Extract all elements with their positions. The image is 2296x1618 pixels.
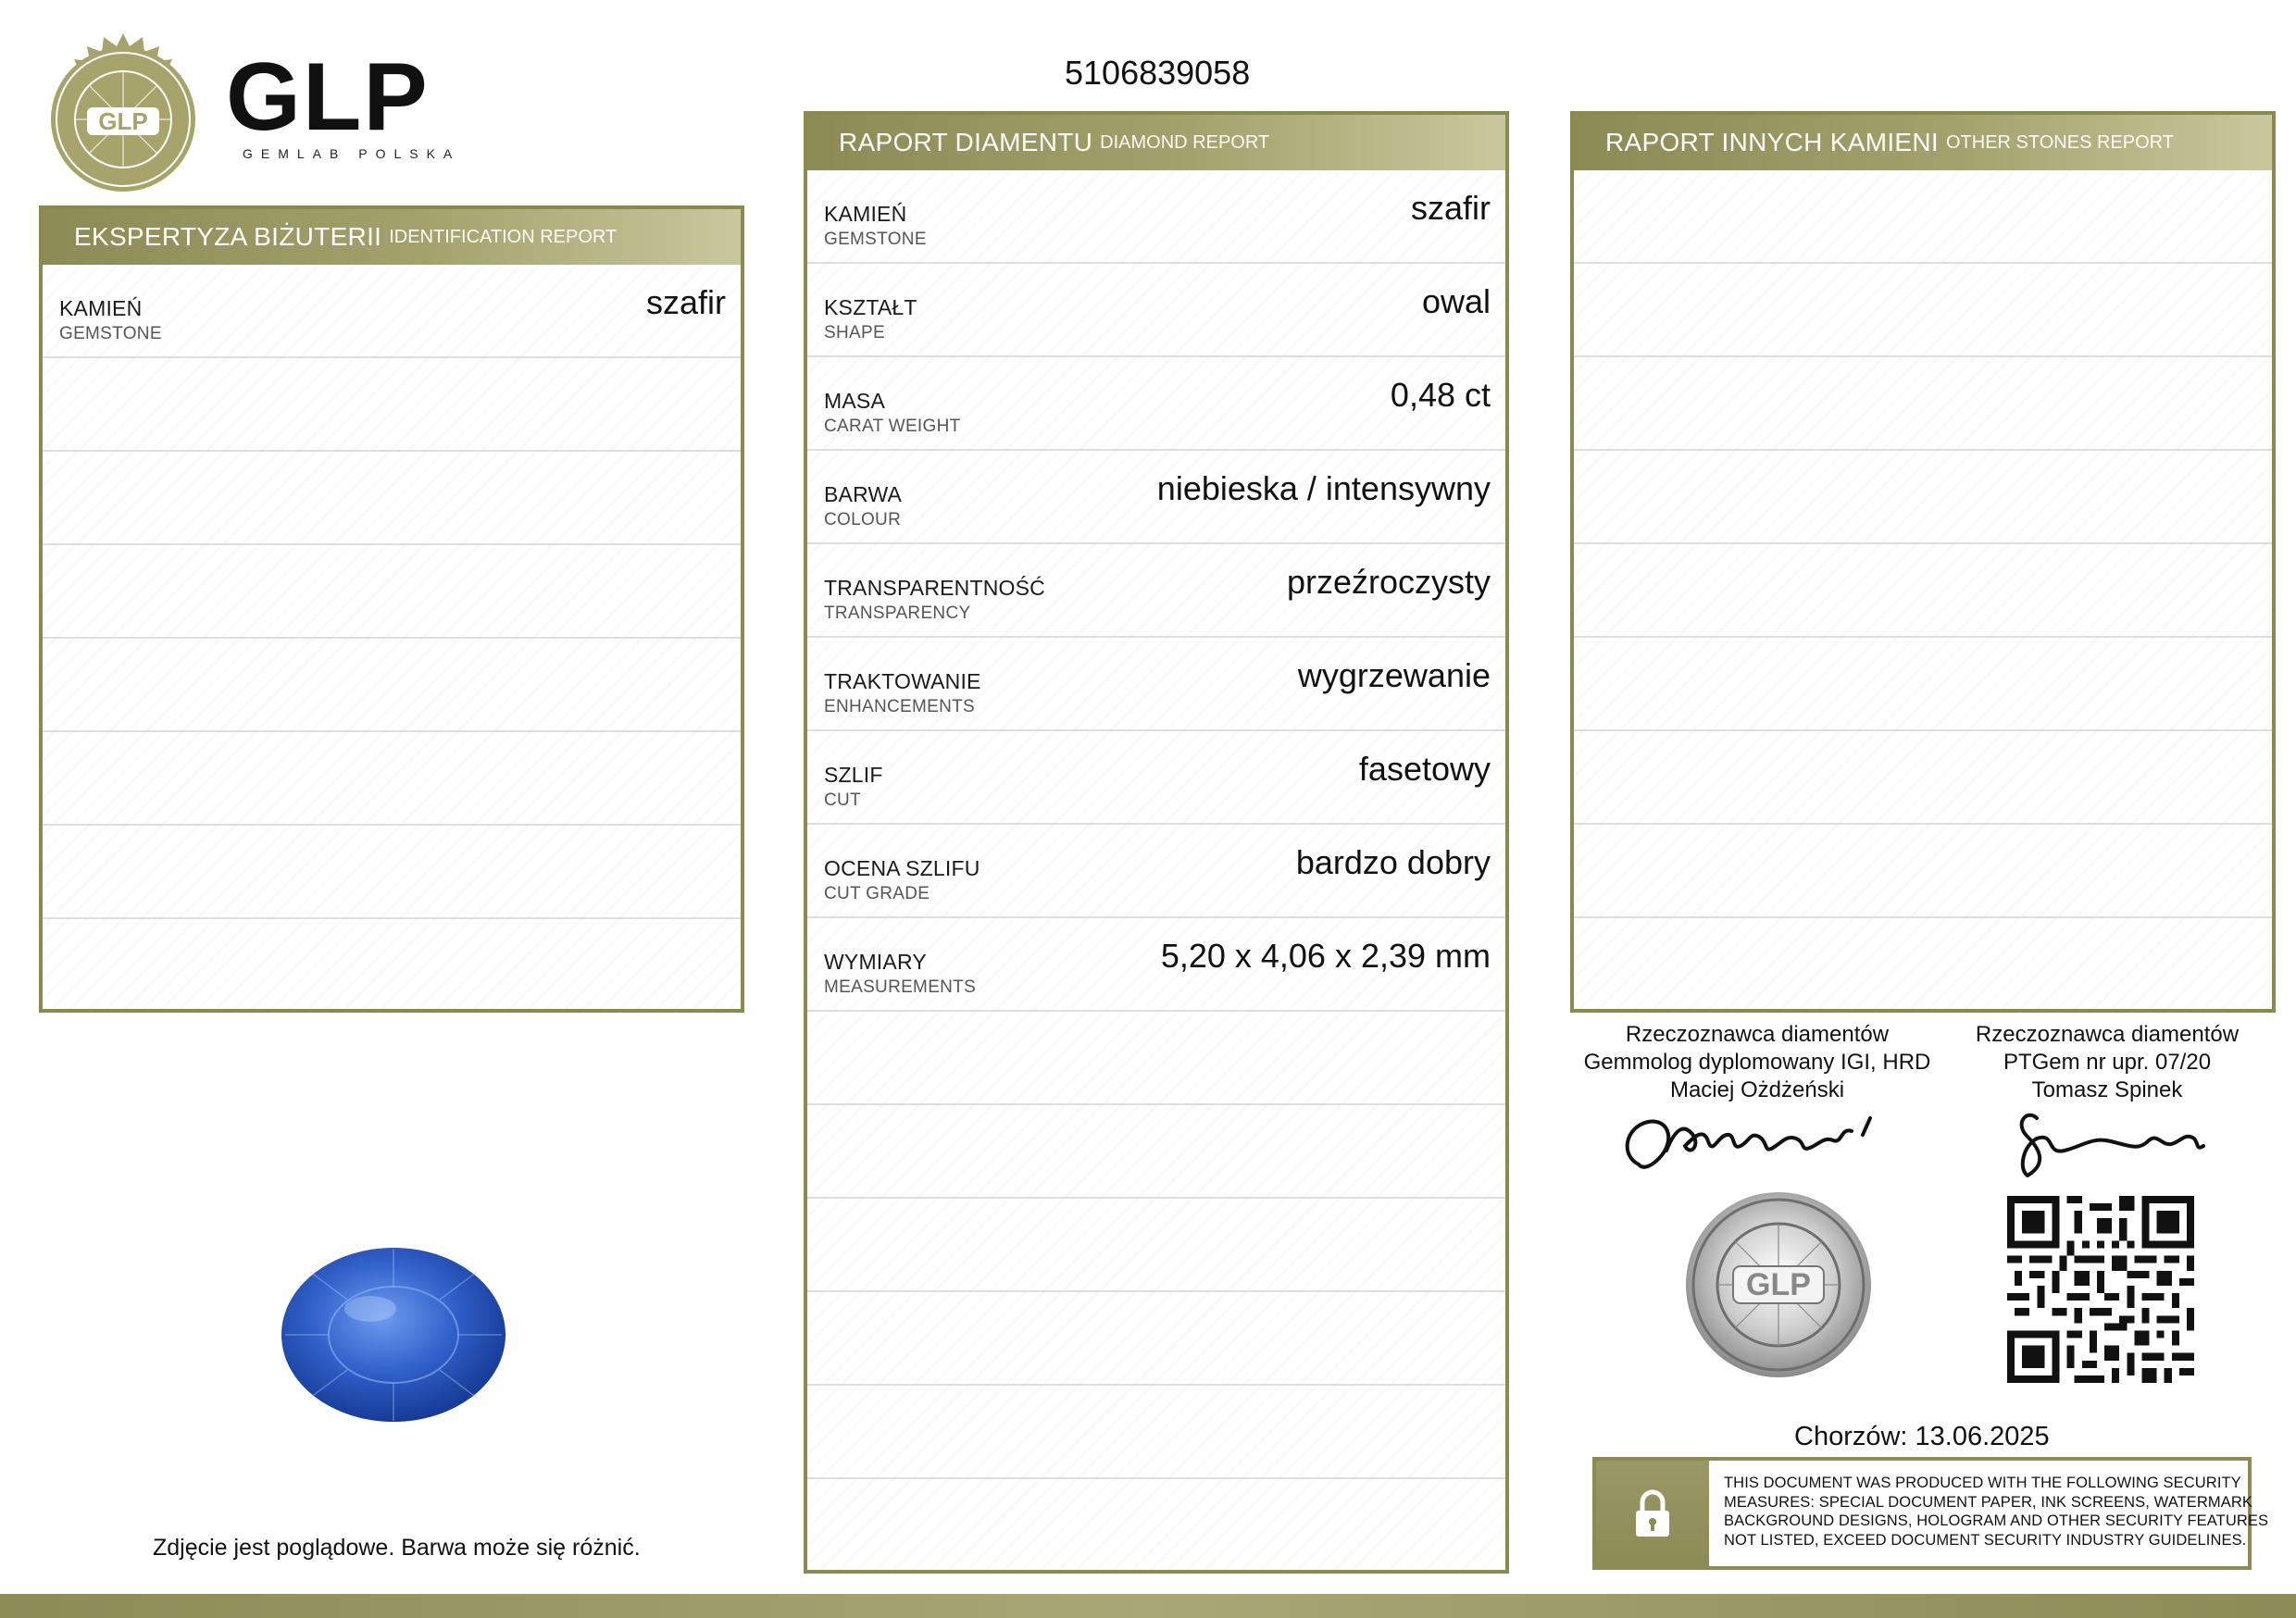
table-row xyxy=(43,545,741,639)
table-row xyxy=(43,452,741,545)
table-row xyxy=(1574,544,2272,638)
table-row xyxy=(807,544,1505,638)
expert-1-name: Maciej Ożdżeński xyxy=(1669,1077,1845,1102)
table-row xyxy=(807,638,1505,731)
diamond-header xyxy=(807,115,1505,170)
place-date: Chorzów: 13.06.2025 xyxy=(1794,1422,2050,1451)
other-stones-rows xyxy=(1574,170,2272,1009)
photo-note: Zdjęcie jest poglądowe. Barwa może się różnić. xyxy=(153,1535,641,1561)
row-sublabel: CUT GRADE xyxy=(824,884,930,903)
table-row xyxy=(1574,451,2272,544)
padlock-icon xyxy=(1633,1488,1672,1538)
row-value: owal xyxy=(1421,282,1491,320)
identification-title-en: IDENTIFICATION REPORT xyxy=(389,226,618,247)
expert-2-name: Tomasz Spinek xyxy=(2031,1077,2183,1102)
row-value: szafir xyxy=(1410,189,1491,227)
table-row xyxy=(1574,357,2272,451)
row-value: niebieska / intensywny xyxy=(1156,469,1491,507)
row-value: fasetowy xyxy=(1358,750,1491,788)
row-value: 0,48 ct xyxy=(1390,376,1491,414)
row-label: OCENA SZLIFU xyxy=(824,856,980,880)
table-row xyxy=(807,264,1505,357)
other-stones-report-panel xyxy=(1570,111,2276,1013)
expert-2-qualification: PTGem nr upr. 07/20 xyxy=(2003,1050,2212,1075)
row-sublabel: CARAT WEIGHT xyxy=(824,417,961,436)
row-sublabel: COLOUR xyxy=(824,510,902,529)
row-value: 5,20 x 4,06 x 2,39 mm xyxy=(1160,937,1491,975)
footer-bar xyxy=(0,1594,2296,1618)
svg-text:GLP: GLP xyxy=(98,107,148,135)
row-label: SZLIF xyxy=(824,763,883,787)
expert-2-title: Rzeczoznawca diamentów xyxy=(1975,1022,2240,1047)
table-row xyxy=(807,170,1505,264)
row-value: wygrzewanie xyxy=(1297,656,1491,694)
expert-2-block xyxy=(1957,1021,2257,1104)
qr-code[interactable] xyxy=(2007,1196,2194,1383)
table-row xyxy=(807,1012,1505,1105)
expert-1-qualification: Gemmolog dyplomowany IGI, HRD xyxy=(1583,1050,1931,1075)
diamond-report-panel xyxy=(804,111,1509,1574)
other-stones-title: RAPORT INNYCH KAMIENI xyxy=(1605,128,1939,156)
diamond-title: RAPORT DIAMENTU xyxy=(839,128,1093,156)
svg-text:GLP: GLP xyxy=(1746,1267,1811,1302)
table-row xyxy=(43,919,741,1013)
expert-1-block xyxy=(1557,1021,1957,1104)
table-row xyxy=(1574,731,2272,825)
diamond-title-en: DIAMOND REPORT xyxy=(1100,131,1270,153)
identification-rows xyxy=(43,265,741,1009)
table-row xyxy=(43,826,741,919)
table-row xyxy=(807,918,1505,1012)
table-row xyxy=(807,1479,1505,1573)
table-row xyxy=(1574,264,2272,357)
row-value: bardzo dobry xyxy=(1295,843,1491,881)
table-row xyxy=(1574,825,2272,918)
row-label: KSZTAŁT xyxy=(824,295,917,319)
row-label: TRAKTOWANIE xyxy=(824,669,981,693)
row-label: TRANSPARENTNOŚĆ xyxy=(824,576,1045,600)
row-label: KAMIEŃ xyxy=(59,296,143,320)
table-row xyxy=(43,265,741,358)
table-row xyxy=(1574,918,2272,1012)
row-sublabel: GEMSTONE xyxy=(59,324,162,343)
row-sublabel: GEMSTONE xyxy=(824,230,927,249)
table-row xyxy=(807,357,1505,451)
security-text-line: MEASURES: SPECIAL DOCUMENT PAPER, INK SCREENS, WATERMARK xyxy=(1724,1493,2252,1511)
row-label: BARWA xyxy=(824,482,903,506)
identification-title: EKSPERTYZA BIŻUTERII xyxy=(74,222,382,251)
identification-header xyxy=(43,209,741,265)
row-value: przeźroczysty xyxy=(1286,563,1491,601)
table-row xyxy=(807,1292,1505,1386)
table-row xyxy=(43,639,741,732)
row-label: KAMIEŃ xyxy=(824,202,907,226)
row-value: szafir xyxy=(645,283,726,321)
silver-seal-hologram xyxy=(1657,1163,1900,1405)
table-row xyxy=(807,825,1505,918)
expert-1-title: Rzeczoznawca diamentów xyxy=(1625,1022,1890,1047)
security-text-line: BACKGROUND DESIGNS, HOLOGRAM AND OTHER SECURITY FEATURES xyxy=(1724,1512,2269,1529)
report-number: 5106839058 xyxy=(1065,54,1251,92)
table-row xyxy=(807,1199,1505,1292)
glp-seal-logo xyxy=(37,33,209,205)
row-label: MASA xyxy=(824,389,885,413)
row-sublabel: CUT xyxy=(824,790,861,810)
table-row xyxy=(43,732,741,826)
table-row xyxy=(43,358,741,452)
row-sublabel: MEASUREMENTS xyxy=(824,977,977,997)
row-sublabel: ENHANCEMENTS xyxy=(824,697,976,716)
security-text xyxy=(1724,1474,2269,1550)
table-row xyxy=(1574,638,2272,731)
security-icon-panel xyxy=(1596,1461,1709,1566)
security-text-line: NOT LISTED, EXCEED DOCUMENT SECURITY INDUSTRY GUIDELINES. xyxy=(1724,1531,2247,1549)
table-row xyxy=(807,1105,1505,1199)
row-label: WYMIARY xyxy=(824,950,927,974)
table-row xyxy=(807,451,1505,544)
table-row xyxy=(1574,170,2272,264)
security-notice xyxy=(1592,1457,2269,1570)
row-sublabel: TRANSPARENCY xyxy=(824,604,971,623)
row-sublabel: SHAPE xyxy=(824,323,885,342)
table-row xyxy=(807,731,1505,825)
gemstone-photo xyxy=(278,1244,509,1425)
identification-report-panel xyxy=(39,205,744,1013)
signature-2-image xyxy=(2000,1100,2222,1183)
brand-logo-text: GLP xyxy=(226,44,430,151)
security-text-line: THIS DOCUMENT WAS PRODUCED WITH THE FOLLOWING SECURITY xyxy=(1724,1475,2241,1491)
other-stones-header xyxy=(1574,115,2272,170)
other-stones-title-en: OTHER STONES REPORT xyxy=(1946,131,2174,153)
table-row xyxy=(807,1386,1505,1479)
brand-tagline: GEMLAB POLSKA xyxy=(243,146,461,161)
diamond-rows xyxy=(807,170,1505,1570)
